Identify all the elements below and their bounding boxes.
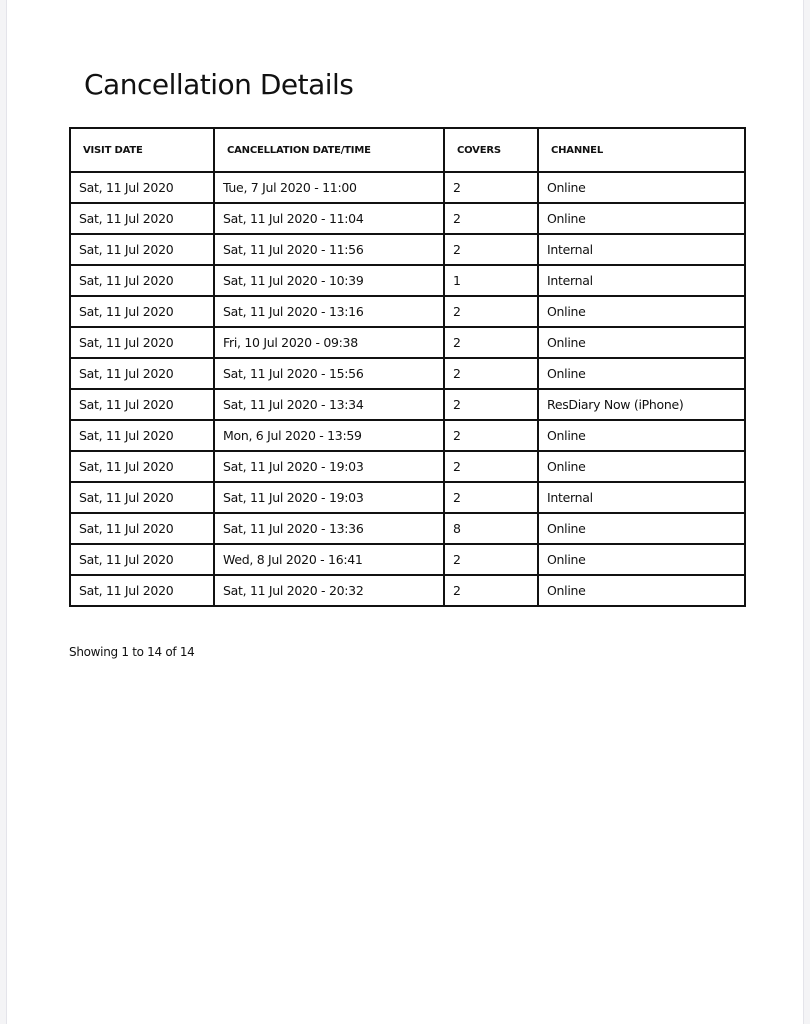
covers-cell: 2 (444, 482, 538, 513)
table-row (70, 265, 745, 296)
table-row (70, 296, 745, 327)
visit-date-cell: Sat, 11 Jul 2020 (70, 265, 214, 296)
visit-date-cell: Sat, 11 Jul 2020 (70, 172, 214, 203)
covers-cell: 2 (444, 575, 538, 606)
covers-cell: 2 (444, 451, 538, 482)
covers-cell: 2 (444, 389, 538, 420)
cancellation-datetime-cell: Fri, 10 Jul 2020 - 09:38 (214, 327, 444, 358)
visit-date-cell: Sat, 11 Jul 2020 (70, 234, 214, 265)
visit-date-cell: Sat, 11 Jul 2020 (70, 482, 214, 513)
cancellation-datetime-cell: Wed, 8 Jul 2020 - 16:41 (214, 544, 444, 575)
table-row (70, 234, 745, 265)
channel-cell: Online (538, 575, 745, 606)
cancellation-datetime-cell: Sat, 11 Jul 2020 - 11:56 (214, 234, 444, 265)
table-row (70, 544, 745, 575)
visit-date-cell: Sat, 11 Jul 2020 (70, 420, 214, 451)
covers-cell: 2 (444, 296, 538, 327)
header-channel[interactable]: CHANNEL (538, 128, 745, 172)
cancellation-datetime-cell: Sat, 11 Jul 2020 - 13:34 (214, 389, 444, 420)
channel-cell: ResDiary Now (iPhone) (538, 389, 745, 420)
visit-date-cell: Sat, 11 Jul 2020 (70, 358, 214, 389)
table-row (70, 203, 745, 234)
cancellation-datetime-cell: Sat, 11 Jul 2020 - 19:03 (214, 482, 444, 513)
document-page (6, 0, 804, 1024)
table-row (70, 420, 745, 451)
channel-cell: Online (538, 327, 745, 358)
header-covers[interactable]: COVERS (444, 128, 538, 172)
cancellation-datetime-cell: Sat, 11 Jul 2020 - 10:39 (214, 265, 444, 296)
visit-date-cell: Sat, 11 Jul 2020 (70, 575, 214, 606)
cancellation-datetime-cell: Sat, 11 Jul 2020 - 19:03 (214, 451, 444, 482)
page-title: Cancellation Details (84, 68, 354, 101)
covers-cell: 2 (444, 358, 538, 389)
table-row (70, 513, 745, 544)
channel-cell: Internal (538, 265, 745, 296)
covers-cell: 8 (444, 513, 538, 544)
pagination-summary: Showing 1 to 14 of 14 (69, 645, 195, 659)
table-row (70, 327, 745, 358)
table-row (70, 482, 745, 513)
cancellation-datetime-cell: Sat, 11 Jul 2020 - 11:04 (214, 203, 444, 234)
table-row (70, 172, 745, 203)
channel-cell: Internal (538, 482, 745, 513)
table-row (70, 389, 745, 420)
cancellation-datetime-cell: Mon, 6 Jul 2020 - 13:59 (214, 420, 444, 451)
visit-date-cell: Sat, 11 Jul 2020 (70, 327, 214, 358)
channel-cell: Internal (538, 234, 745, 265)
channel-cell: Online (538, 172, 745, 203)
table-row (70, 358, 745, 389)
covers-cell: 2 (444, 544, 538, 575)
channel-cell: Online (538, 296, 745, 327)
covers-cell: 2 (444, 203, 538, 234)
table-row (70, 575, 745, 606)
table-row (70, 451, 745, 482)
covers-cell: 2 (444, 172, 538, 203)
channel-cell: Online (538, 513, 745, 544)
cancellation-datetime-cell: Sat, 11 Jul 2020 - 15:56 (214, 358, 444, 389)
visit-date-cell: Sat, 11 Jul 2020 (70, 451, 214, 482)
channel-cell: Online (538, 420, 745, 451)
channel-cell: Online (538, 203, 745, 234)
visit-date-cell: Sat, 11 Jul 2020 (70, 544, 214, 575)
channel-cell: Online (538, 358, 745, 389)
cancellation-datetime-cell: Sat, 11 Jul 2020 - 20:32 (214, 575, 444, 606)
covers-cell: 2 (444, 327, 538, 358)
cancellation-table (69, 127, 746, 607)
covers-cell: 2 (444, 420, 538, 451)
covers-cell: 1 (444, 265, 538, 296)
channel-cell: Online (538, 544, 745, 575)
covers-cell: 2 (444, 234, 538, 265)
table-header-row (70, 128, 745, 172)
cancellation-datetime-cell: Tue, 7 Jul 2020 - 11:00 (214, 172, 444, 203)
visit-date-cell: Sat, 11 Jul 2020 (70, 296, 214, 327)
table-body (70, 172, 745, 606)
cancellation-datetime-cell: Sat, 11 Jul 2020 - 13:36 (214, 513, 444, 544)
channel-cell: Online (538, 451, 745, 482)
visit-date-cell: Sat, 11 Jul 2020 (70, 513, 214, 544)
cancellation-datetime-cell: Sat, 11 Jul 2020 - 13:16 (214, 296, 444, 327)
visit-date-cell: Sat, 11 Jul 2020 (70, 203, 214, 234)
header-cancellation-date-time[interactable]: CANCELLATION DATE/TIME (214, 128, 444, 172)
header-visit-date[interactable]: VISIT DATE (70, 128, 214, 172)
visit-date-cell: Sat, 11 Jul 2020 (70, 389, 214, 420)
